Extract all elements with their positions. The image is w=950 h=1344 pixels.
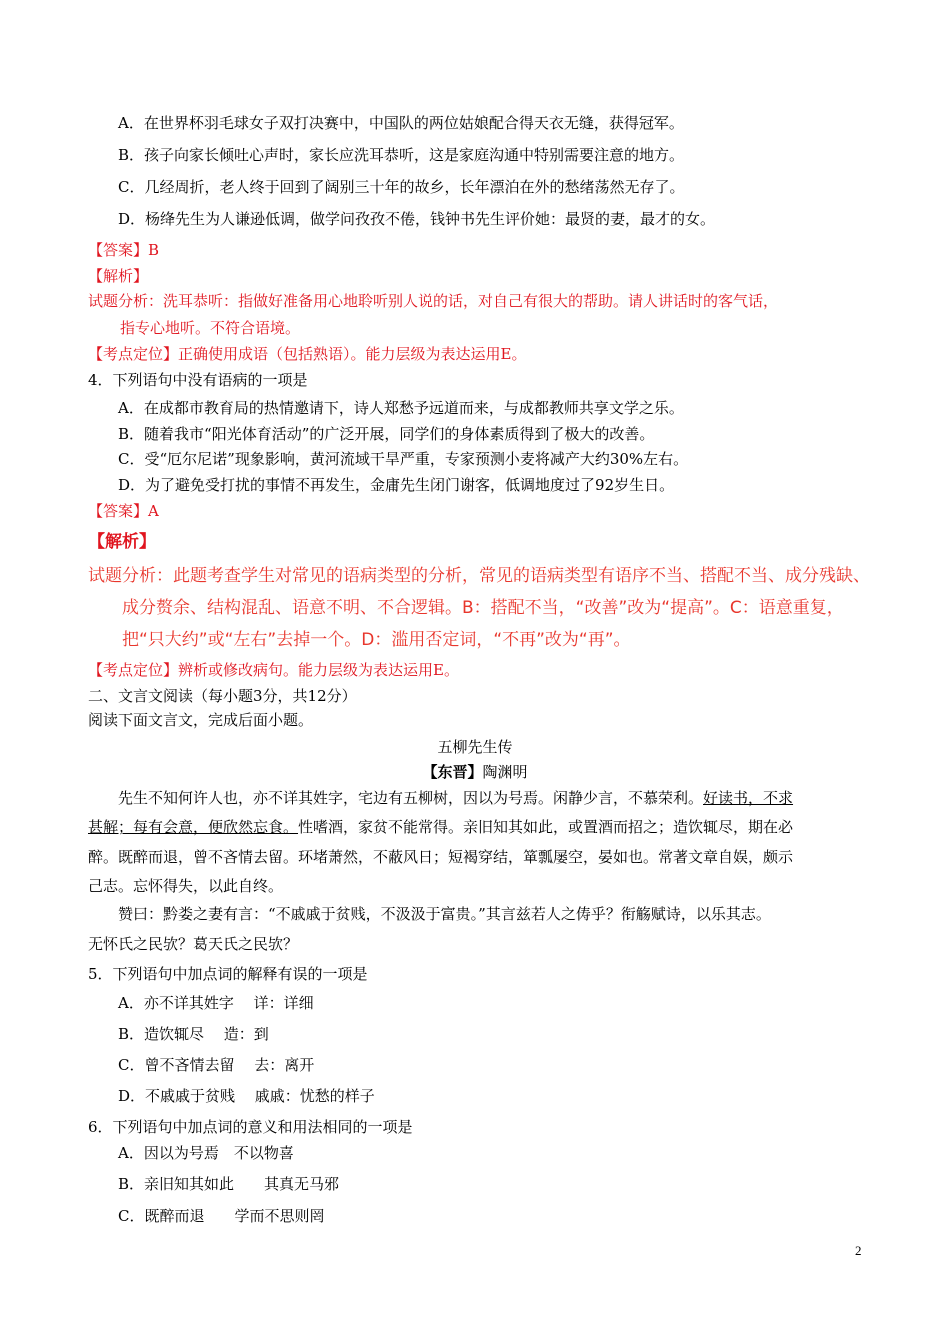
q4-kaodian xyxy=(88,660,459,680)
p1-underlined: 甚解；每有会意，便欣然忘食。 xyxy=(88,818,299,836)
q3-option-c: C．几经周折，老人终于回到了阔别三十年的故乡，长年漂泊在外的愁绪荡然无存了。 xyxy=(118,178,685,196)
q4-analysis-line2: 成分赘余、结构混乱、语意不明、不合逻辑。B：搭配不当，“改善”改为“提高”。C：语意重复， xyxy=(122,598,844,618)
q5-option-d: D．不戚戚于贫贱 戚戚：忧愁的样子 xyxy=(118,1087,375,1105)
q6-option-c: C．既醉而退 学而不思则罔 xyxy=(118,1207,325,1225)
q3-analysis-line1: 试题分析：洗耳恭听：指做好准备用心地聆听别人说的话，对自己有很大的帮助。请人讲话时的客气话， xyxy=(88,292,779,310)
kaodian-tag: 【考点定位】 xyxy=(88,661,179,679)
passage-p1-line4: 己志。忘怀得失，以此自终。 xyxy=(88,877,284,895)
q3-analysis-tag xyxy=(88,266,148,286)
passage-title: 五柳先生传 xyxy=(437,738,513,756)
page-number: 2 xyxy=(855,1243,862,1258)
answer-value: B xyxy=(148,241,160,259)
q5-stem: 5．下列语句中加点词的解释有误的一项是 xyxy=(88,965,368,983)
q4-analysis-line1: 试题分析：此题考查学生对常见的语病类型的分析，常见的语病类型有语序不当、搭配不当、成分残缺、 xyxy=(88,566,870,586)
q4-option-b: B．随着我市“阳光体育活动”的广泛开展，同学们的身体素质得到了极大的改善。 xyxy=(118,425,655,443)
passage-p2-line1: 赞曰：黔娄之妻有言：“不戚戚于贫贱，不汲汲于富贵。”其言兹若人之俦乎？衔觞赋诗，以乐其志。 xyxy=(118,905,771,923)
q6-stem: 6．下列语句中加点词的意义和用法相同的一项是 xyxy=(88,1118,413,1136)
q4-analysis-line3: 把“只大约”或“左右”去掉一个。D：滥用否定词，“不再”改为“再”。 xyxy=(122,630,631,650)
q3-option-a: A．在世界杯羽毛球女子双打决赛中，中国队的两位姑娘配合得天衣无缝，获得冠军。 xyxy=(118,114,684,132)
q3-option-d: D．杨绛先生为人谦逊低调，做学问孜孜不倦，钱钟书先生评价她：最贤的妻，最才的女。 xyxy=(118,210,716,228)
passage-p1-line2 xyxy=(88,817,793,837)
q3-answer xyxy=(88,240,159,260)
answer-tag: 【答案】 xyxy=(88,241,149,259)
author-name: 陶渊明 xyxy=(482,763,528,781)
q3-option-b: B．孩子向家长倾吐心声时，家长应洗耳恭听，这是家庭沟通中特别需要注意的地方。 xyxy=(118,146,685,164)
section2-intro: 阅读下面文言文，完成后面小题。 xyxy=(88,711,314,729)
q4-stem: 4．下列语句中没有语病的一项是 xyxy=(88,371,308,389)
q5-option-a: A．亦不详其姓字 详：详细 xyxy=(118,994,314,1012)
q4-option-d: D．为了避免受打扰的事情不再发生，金庸先生闭门谢客，低调地度过了92岁生日。 xyxy=(118,476,675,494)
q4-option-a: A．在成都市教育局的热情邀请下，诗人郑愁予远道而来，与成都教师共享文学之乐。 xyxy=(118,399,684,417)
section2-heading: 二、文言文阅读（每小题3分，共12分） xyxy=(88,687,357,705)
answer-tag: 【答案】 xyxy=(88,502,149,520)
passage-author xyxy=(0,762,950,782)
kaodian-text: 正确使用成语（包括熟语）。能力层级为表达运用E。 xyxy=(178,345,527,363)
passage-p2-line2: 无怀氏之民欤？葛天氏之民欤？ xyxy=(88,935,299,953)
q3-analysis-line2: 指专心地听。不符合语境。 xyxy=(120,319,301,337)
q6-option-a: A．因以为号焉 不以物喜 xyxy=(118,1144,294,1162)
kaodian-text: 辨析或修改病句。能力层级为表达运用E。 xyxy=(178,661,459,679)
p1-underlined: 好读书，不求 xyxy=(703,789,794,807)
passage-p1-line3: 醉。既醉而退，曾不吝情去留。环堵萧然，不蔽风日；短褐穿结，箪瓢屡空，晏如也。常著文章自娱，颇示 xyxy=(88,848,794,866)
q6-option-b: B．亲旧知其如此 其真无马邪 xyxy=(118,1175,340,1193)
q4-answer xyxy=(88,501,159,521)
dynasty-tag: 【东晋】 xyxy=(422,763,483,781)
q4-analysis-tag xyxy=(88,532,156,552)
analysis-tag: 【解析】 xyxy=(88,532,156,552)
answer-value: A xyxy=(148,502,159,520)
passage-p1-line1 xyxy=(118,788,793,808)
p1-text: 先生不知何许人也，亦不详其姓字，宅边有五柳树，因以为号焉。闲静少言，不慕荣利。 xyxy=(118,789,704,807)
kaodian-tag: 【考点定位】 xyxy=(88,345,179,363)
q5-option-b: B．造饮辄尽 造：到 xyxy=(118,1025,269,1043)
analysis-tag: 【解析】 xyxy=(88,267,149,285)
q4-option-c: C．受“厄尔尼诺”现象影响，黄河流域干旱严重，专家预测小麦将减产大约30%左右。 xyxy=(118,450,689,468)
p1-text: 性嗜酒，家贫不能常得。亲旧知其如此，或置酒而招之；造饮辄尽，期在必 xyxy=(298,818,794,836)
q5-option-c: C．曾不吝情去留 去：离开 xyxy=(118,1056,315,1074)
q3-kaodian xyxy=(88,344,526,364)
